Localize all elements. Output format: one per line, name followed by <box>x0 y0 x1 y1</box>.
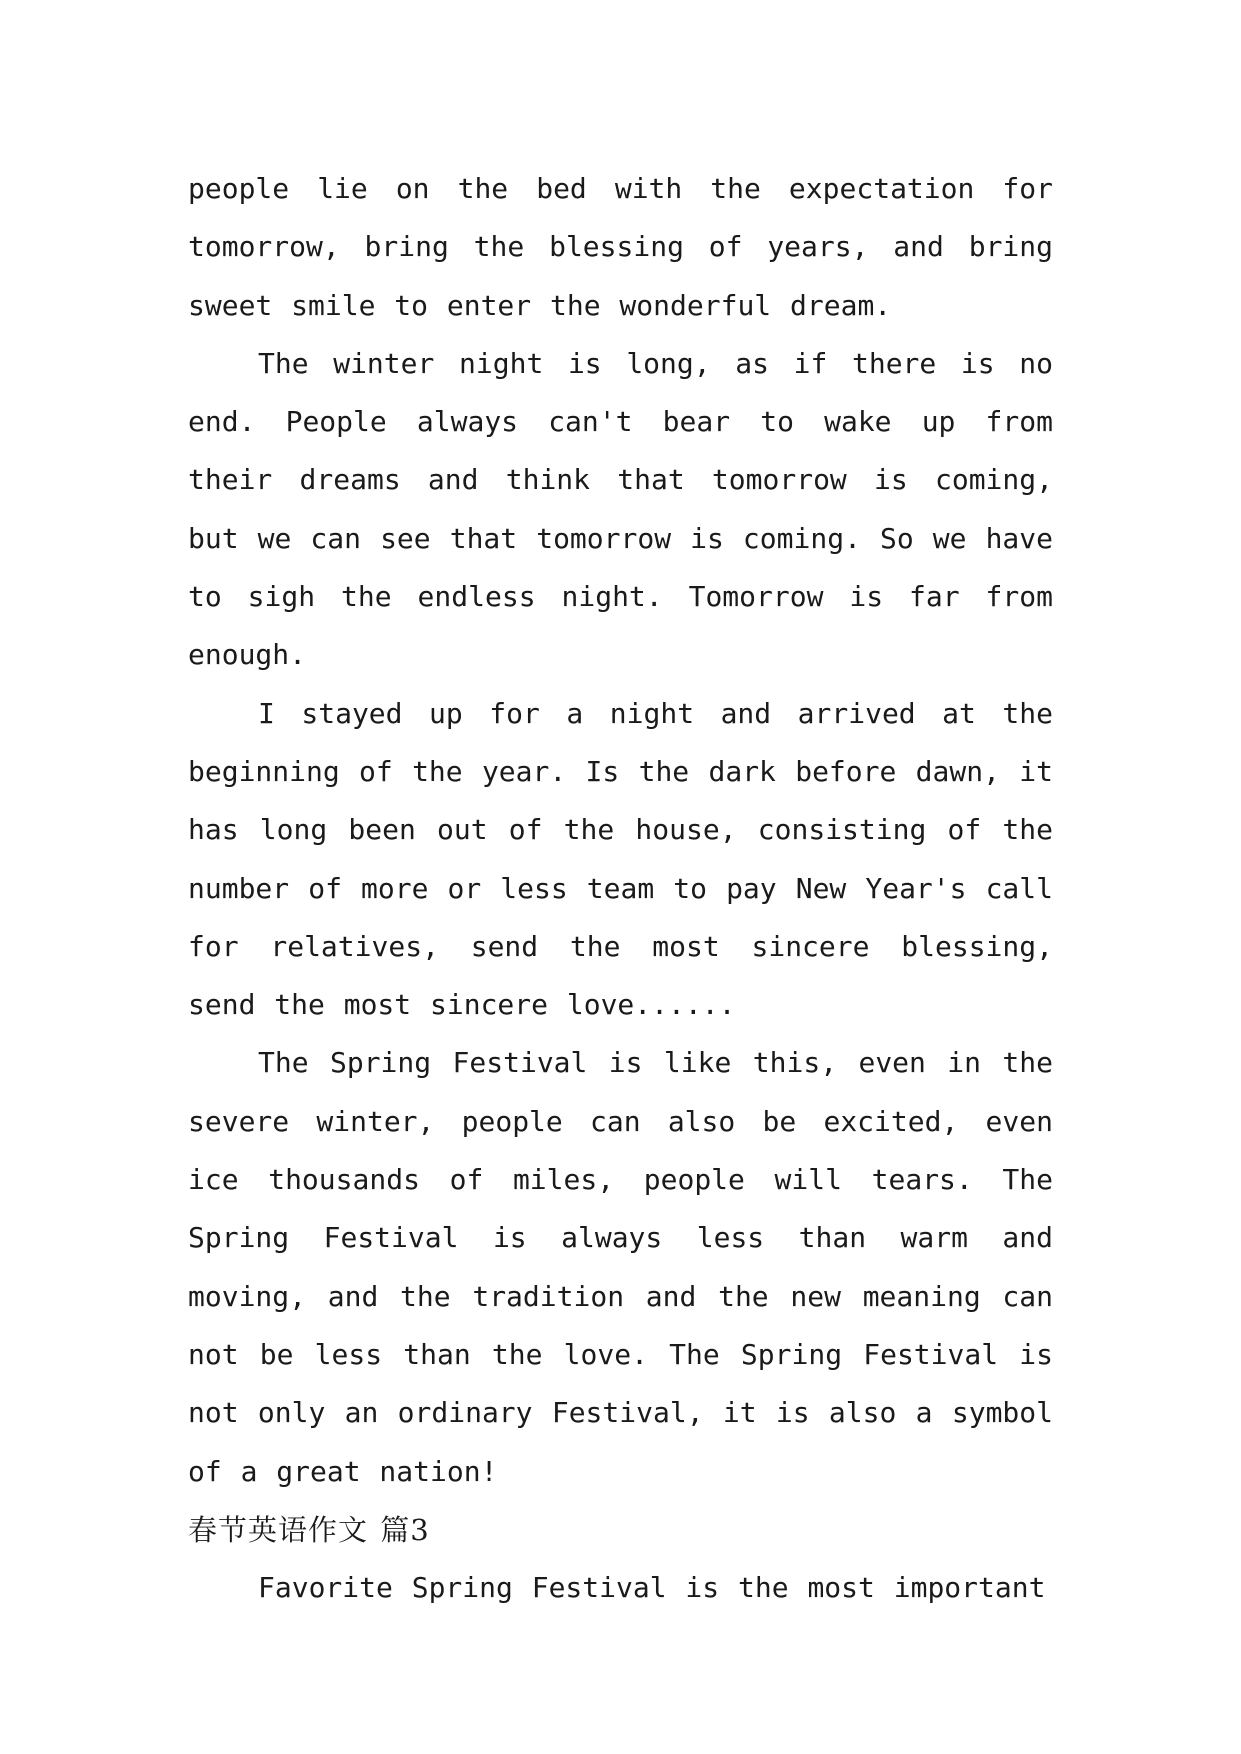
document-body <box>188 160 1053 1617</box>
section-heading: 春节英语作文 篇3 <box>188 1512 430 1547</box>
paragraph-spring-festival: The Spring Festival is like this, even in the severe winter, people can also be excited, even ice thousands of miles, people will tears. The Spring Festival is always less than warm and moving, and the tradition and the new meaning can not be less than the love. The Spring Festival is not only an ordinary Festival, it is also a symbol of a great nation! <box>188 1046 1053 1488</box>
paragraph-winter-night: The winter night is long, as if there is no end. People always can't bear to wake up from their dreams and think that tomorrow is coming, but we can see that tomorrow is coming. So we have to sigh the endless night. Tomorrow is far from enough. <box>188 346 1053 672</box>
paragraph-continuation: people lie on the bed with the expectation for tomorrow, bring the blessing of years, and bring sweet smile to enter the wonderful dream. <box>188 172 1053 322</box>
paragraph-stayed-up: I stayed up for a night and arrived at the beginning of the year. Is the dark before dawn, it has long been out of the house, consisting of the number of more or less team to pay New Year's call for relatives, send the most sincere blessing, send the most sincere love...... <box>188 696 1053 1022</box>
paragraph-favorite-festival: Favorite Spring Festival is the most important <box>258 1571 1046 1605</box>
